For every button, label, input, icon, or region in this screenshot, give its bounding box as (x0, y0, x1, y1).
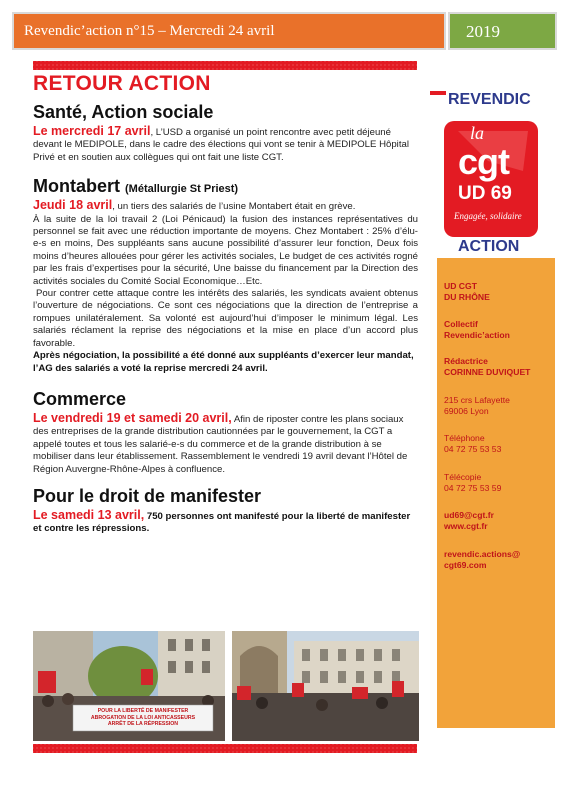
logo-la-text: la (470, 123, 485, 143)
page-title: RETOUR ACTION (33, 72, 211, 95)
section-body: Jeudi 18 avril, un tiers des salariés de l’usine Montabert était en grève. (33, 198, 356, 213)
cgt-logo-text: cgt (458, 141, 509, 182)
section-commerce (33, 389, 418, 476)
header-year (448, 12, 557, 50)
logo-ud-text: UD 69 (458, 183, 512, 204)
sidebar-website-link[interactable]: www.cgt.fr (444, 521, 488, 531)
photo-row (33, 631, 419, 741)
section-montabert (33, 176, 418, 375)
top-divider (33, 61, 417, 70)
header-year-text: 2019 (466, 22, 500, 41)
section-manifester (33, 486, 418, 536)
protest-banner-text: POUR LA LIBERTÉ DE MANIFESTER ABROGATION DE LA LOI ANTICASSEURS ARRÊT DE LA RÉPRESSION (90, 708, 196, 728)
section-body: Le samedi 13 avril, 750 personnes ont manifesté pour la liberté de manifester et contre les répressions. (33, 507, 411, 535)
section-body: Le vendredi 19 et samedi 20 avril, Afin de riposter contre les plans sociaux des entreprises de la grande distribution cautionnées par le gouvernement, la CGT a appelé toutes et tous les salarié-e-s du commerce et de la grande distribution à se mobiliser dans leur établissement. Rassemblement le vendredi 19 avril devant l’Hôtel de Région Auvergne-Rhône-Alpes à confluence. (33, 410, 408, 475)
sidebar-email-link[interactable]: ud69@cgt.fr (444, 510, 494, 520)
section-date: Le mercredi 17 avril (33, 124, 151, 138)
sidebar-address: 215 crs Lafayette 69006 Lyon (444, 395, 510, 416)
section-sante (33, 102, 418, 164)
demonstration-photo-right (232, 631, 419, 741)
logo-bottom-text: ACTION (458, 238, 520, 255)
section-body: Le mercredi 17 avril, L’USD a organisé un point rencontre avec petit déjeuné devant le MEDIPOLE, dans le cadre des élections qui vont se tenir à MEDIPOLE Hôpital Privé et en soutien aux collègues qui ont fait une liste CGT. (33, 124, 409, 163)
sidebar-org: UD CGT DU RHÔNE (444, 281, 490, 302)
section-paragraph: Pour contrer cette attaque contre les intérêts des salariés, les syndicats avaient obtenus l’ouverture de négociations. Ce sont ces négociations que la direction de l’entreprise a rompues unilatéralement. Sa volonté est aujourd’hui d’imposer le minimum légal. Les salariés réclament la reprise des négociations et la mise en place d’un accord plus favorable. (33, 288, 418, 349)
header-issue (12, 12, 446, 50)
section-paragraph-bold: Après négociation, la possibilité a été donné aux suppléants d’exercer leur mandat, l’AG des salariés a voté la reprise mercredi 24 avril. (33, 350, 414, 374)
sidebar-redactrice: Rédactrice CORINNE DUVIQUET (444, 356, 531, 377)
section-paragraph: À la suite de la loi travail 2 (Loi Pénicaud) la fusion des instances représentatives du personnel se fait avec une réduction importante de moyens. Chez Montabert : 25% d’élu-e-s en moins, Des suppléants sans aucune possibilité d’assurer leur fonction, Deux fois moins d’heures allouées pour gérer les activités sociales, Le budget de ces activités rogné par les frais d’expertises pour la sécurité, Une baisse du financement par la Direction des activités sociales du Comité Social Economique…Etc. (33, 213, 418, 287)
section-title: Pour le droit de manifester (33, 485, 262, 506)
section-date: Le vendredi 19 et samedi 20 avril, (33, 410, 232, 425)
sidebar-collectif: Collectif Revendic’action (444, 319, 510, 340)
header-issue-text: Revendic’action n°15 – Mercredi 24 avril (24, 23, 275, 39)
section-title: Commerce (33, 388, 127, 409)
logo-slogan-text: Engagée, solidaire (454, 211, 522, 221)
section-title: Santé, Action sociale (33, 102, 214, 122)
section-date: Jeudi 18 avril (33, 198, 113, 213)
sidebar-web (444, 510, 494, 532)
revendic-action-logo (428, 91, 546, 259)
section-title: Montabert (Métallurgie St Priest) (33, 176, 239, 197)
header-bar (12, 12, 557, 50)
sidebar-fax: Télécopie 04 72 75 53 59 (444, 472, 502, 493)
sidebar-phone: Téléphone 04 72 75 53 53 (444, 433, 502, 454)
logo-top-text: REVENDIC (448, 91, 531, 108)
main-content (33, 72, 418, 536)
section-date: Le samedi 13 avril, (33, 507, 145, 522)
bottom-divider (33, 744, 417, 753)
section-subtitle: (Métallurgie St Priest) (125, 183, 239, 196)
sidebar-email2-link[interactable]: revendic.actions@ cgt69.com (444, 549, 521, 570)
demonstration-photo-left (33, 631, 225, 741)
